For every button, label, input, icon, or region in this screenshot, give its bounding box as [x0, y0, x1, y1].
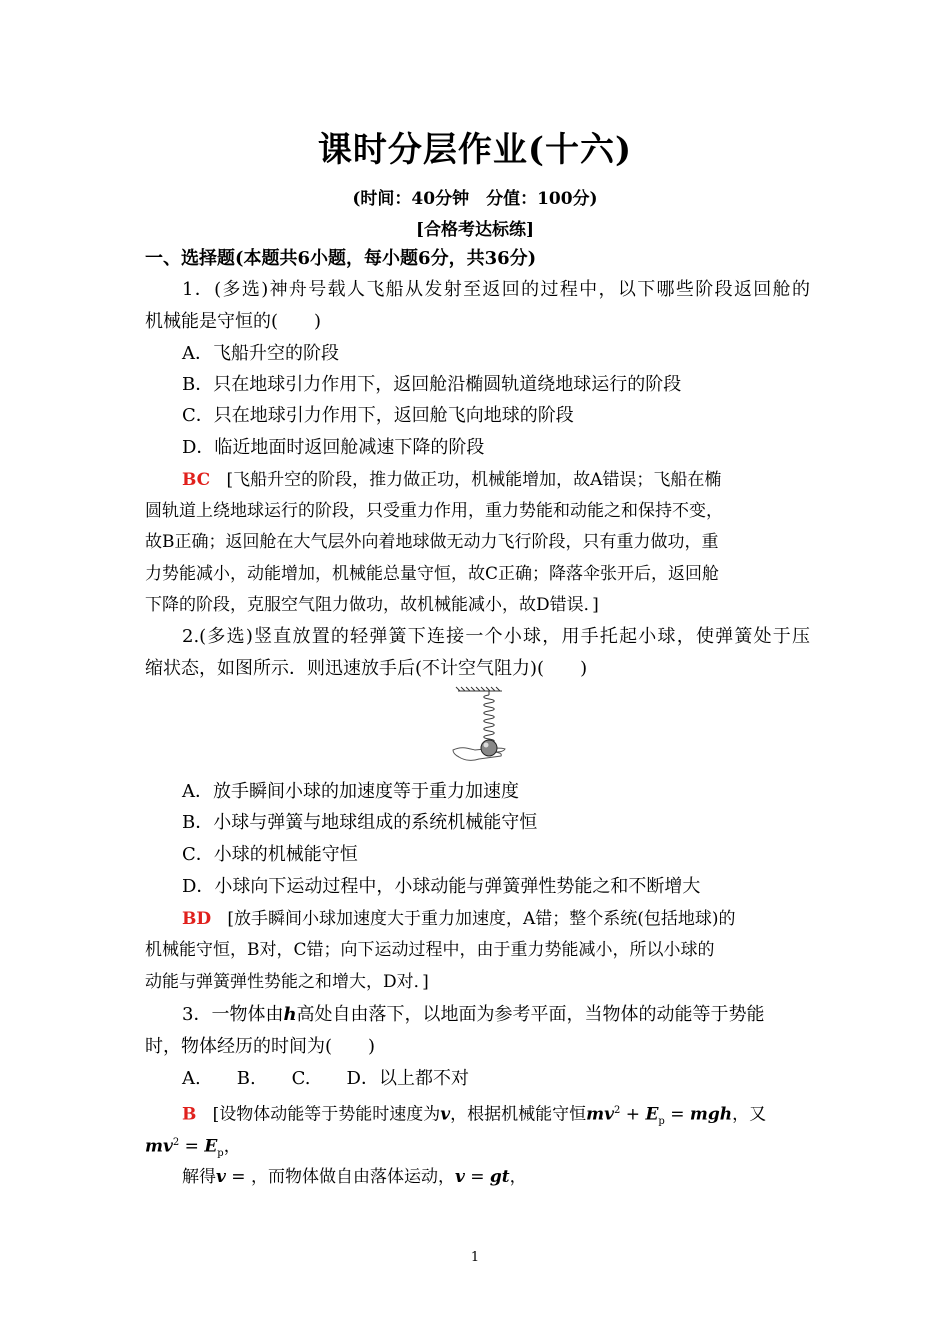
q3-plus: + — [620, 1104, 646, 1125]
q2-option-d: D．小球向下运动过程中，小球动能与弹簧弹性势能之和不断增大 — [182, 876, 701, 897]
q2-option-b: B．小球与弹簧与地球组成的系统机械能守恒 — [182, 812, 538, 833]
q1-exp-text1: [飞船升空的阶段，推力做正功，机械能增加，故A错误；飞船在椭 — [226, 470, 722, 490]
q3-line2-v: v — [163, 1136, 173, 1157]
q3-line3-eq: = — [464, 1167, 490, 1187]
q2-option-a: A．放手瞬间小球的加速度等于重力加速度 — [182, 781, 519, 802]
time-score-info: (时间：40分钟 分值：100分) — [352, 189, 598, 209]
q2-stem-line1: 2.(多选)竖直放置的轻弹簧下连接一个小球，用手托起小球，使弹簧处于压 — [182, 626, 810, 647]
part-heading: 一、选择题(本题共6小题，每小题6分，共36分) — [145, 248, 537, 269]
q2-explanation-line3: 动能与弹簧弹性势能之和增大，D对．] — [145, 972, 429, 992]
q3-exp-part3: ，又 — [732, 1104, 767, 1125]
q3-line3-v2: v — [454, 1167, 465, 1187]
q3-line2-sup: 2 — [172, 1137, 180, 1148]
page-number: 1 — [470, 1250, 480, 1265]
q2-answer: BD — [182, 909, 212, 929]
q3-stem-part1: 3．一物体由 — [182, 1004, 284, 1025]
q1-explanation-line5: 下降的阶段，克服空气阻力做功，故机械能减小，故D错误．] — [145, 595, 599, 615]
q3-var-mgh: mgh — [689, 1104, 733, 1125]
q3-line3-gt: gt — [489, 1167, 510, 1187]
q3-var-h: h — [283, 1004, 297, 1025]
q3-line2-eq: = — [179, 1136, 205, 1157]
q3-explanation-line2 — [145, 1131, 810, 1166]
q1-stem-line2: 机械能是守恒的( ) — [145, 311, 322, 332]
q3-answer: B — [182, 1104, 197, 1125]
q1-explanation-line4: 力势能减小，动能增加，机械能总量守恒，故C正确；降落伞张开后，返回舱 — [145, 564, 720, 584]
q3-exp-part1: [设物体动能等于势能时速度为 — [212, 1104, 441, 1125]
q3-sub-p: p — [658, 1116, 665, 1128]
spring-ball-hand-figure — [448, 686, 508, 772]
q3-line3-a: 解得 — [182, 1167, 216, 1187]
q3-line2-p: p — [217, 1148, 224, 1160]
q2-explanation-line1 — [182, 907, 810, 931]
q1-explanation-line2: 圆轨道上绕地球运行的阶段，只受重力作用，重力势能和动能之和保持不变， — [145, 501, 723, 521]
q1-explanation-line3: 故B正确；返回舱在大气层外向着地球做无动力飞行阶段，只有重力做功，重 — [145, 532, 719, 552]
q1-answer: BC — [182, 470, 211, 490]
q3-var-E: E — [645, 1104, 659, 1125]
q2-explanation-line2: 机械能守恒，B对，C错；向下运动过程中，由于重力势能减小，所以小球的 — [145, 940, 715, 960]
q3-line2-E: E — [204, 1136, 218, 1157]
q3-eq: = — [664, 1104, 690, 1125]
q1-option-d: D．临近地面时返回舱减速下降的阶段 — [182, 437, 485, 458]
q3-line2-m: m — [145, 1136, 163, 1157]
q3-line2-end: ， — [223, 1136, 241, 1157]
q3-line3-v: v — [216, 1167, 226, 1187]
q3-explanation-line3 — [182, 1165, 810, 1189]
ball — [481, 740, 497, 756]
q3-stem-line1 — [182, 1003, 810, 1027]
q3-line3-b: = ，而物体做自由落体运动， — [225, 1167, 455, 1187]
q3-stem-line2: 时，物体经历的时间为( ) — [145, 1036, 376, 1057]
q3-line3-end: ， — [509, 1167, 527, 1187]
section-label: [合格考达标练] — [415, 220, 535, 240]
q3-var-m: m — [586, 1104, 605, 1125]
q1-explanation-line1 — [182, 468, 810, 492]
q3-var-v2: v — [604, 1104, 615, 1125]
page-title: 课时分层作业(十六) — [317, 130, 633, 170]
spring-coil — [484, 695, 495, 743]
q2-exp-text1: [放手瞬间小球加速度大于重力加速度，A错；整个系统(包括地球)的 — [227, 909, 736, 929]
q3-options: A. B. C. D．以上都不对 — [182, 1068, 469, 1089]
q2-option-c: C．小球的机械能守恒 — [182, 844, 358, 865]
q1-option-c: C．只在地球引力作用下，返回舱飞向地球的阶段 — [182, 405, 574, 426]
ceiling-hatch — [456, 687, 500, 691]
q3-explanation-line1 — [182, 1099, 810, 1134]
q3-sup-2: 2 — [614, 1105, 621, 1116]
q3-var-v: v — [440, 1104, 451, 1125]
q3-stem-part2: 高处自由落下，以地面为参考平面，当物体的动能等于势能 — [296, 1004, 765, 1025]
q1-stem-line1: 1．(多选)神舟号载人飞船从发射至返回的过程中，以下哪些阶段返回舱的 — [182, 279, 810, 300]
q1-option-a: A．飞船升空的阶段 — [182, 343, 339, 364]
q1-option-b: B．只在地球引力作用下，返回舱沿椭圆轨道绕地球运行的阶段 — [182, 374, 682, 395]
q2-stem-line2: 缩状态，如图所示．则迅速放手后(不计空气阻力)( ) — [145, 658, 588, 679]
q3-exp-part2: ，根据机械能守恒 — [450, 1104, 587, 1125]
